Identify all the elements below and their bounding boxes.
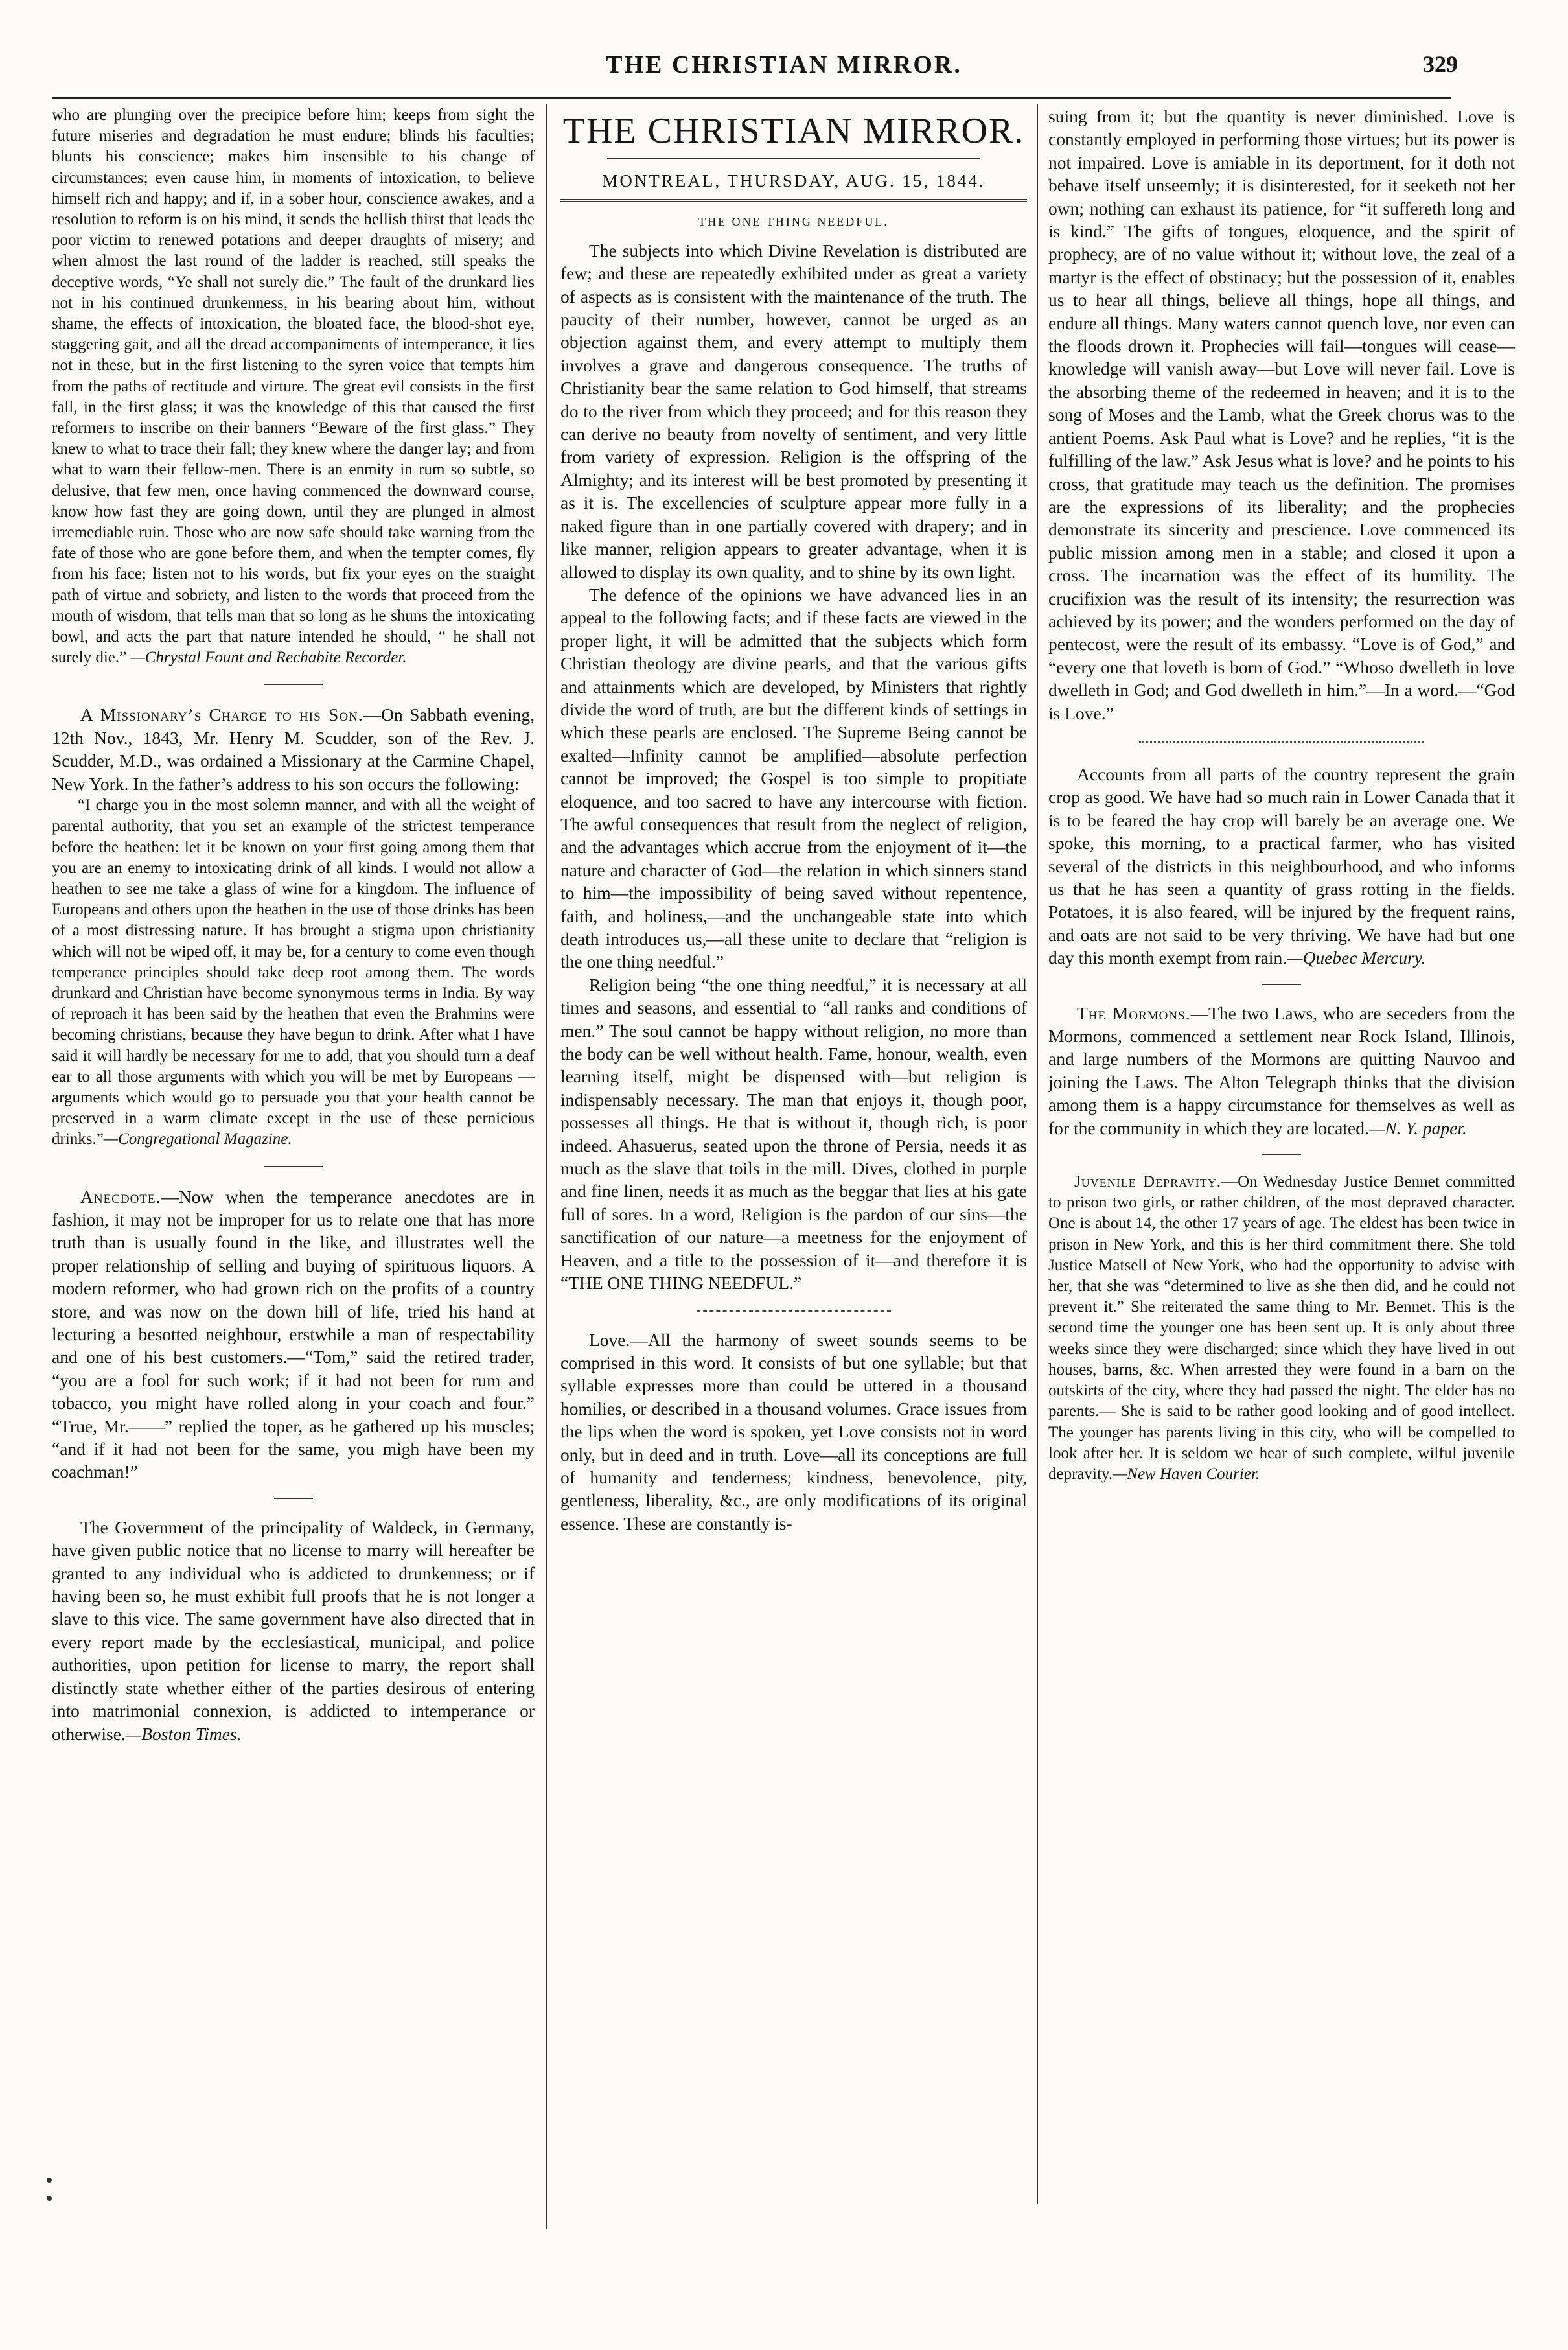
- article-intemperance: [52, 105, 535, 668]
- masthead-rule: [607, 158, 980, 159]
- article-intro: [52, 703, 535, 795]
- article-text: The Government of the principality of Waldeck, in Germany, have given public notice that no license to marry will hereafter be granted to any individual who is addicted to drunkenness; or if having been so, he must exhibit full proofs that he is not longer a slave to this vice. The same government have also directed that in every report made by the ecclesiastical, municipal, and police authorities, upon petition for license to marry, the report shall distinctly state whether either of the parties desirous of entering into matrimonial connexion, is addicted to intemperance or otherwise.: [52, 1517, 535, 1744]
- article-source: —N. Y. paper.: [1368, 1117, 1467, 1138]
- page-number: 329: [1423, 51, 1458, 77]
- article-source: —Chrystal Fount and Rechabite Recorder.: [130, 649, 407, 667]
- article-text: —Now when the temperance anecdotes are in fashion, it may not be improper for us to relate one that has more truth than is usually found in the like, and illustrates well the proper relationship of selling and buying of spirituous liquors. A modern reformer, who had grown rich on the profits of a country store, and was now on the down hill of life, tried his hand at lecturing a besotted neighbour, erstwhile a man of respectability and one of his best customers.—“Tom,” said the retired trader, “you are a fool for such work; if it had not been for rum and tobacco, you might have rolled along in your coach and four.” “True, Mr.——” replied the toper, as he gathered up his muscles; “and if it had not been for the same, you migh have been my coachman!”: [52, 1186, 535, 1482]
- article-juvenile-depravity: [1048, 1172, 1515, 1485]
- article-heading: Juvenile Depravity.: [1074, 1173, 1222, 1191]
- column-right: [1048, 105, 1515, 1485]
- article-text: —On Wednesday Justice Bennet committed to prison two girls, or rather children, of the most depraved character. One is about 14, the other 17 years of age. The eldest has been twice in prison in New York, and this is her third commitment there. She told Justice Matsell of New York, who had the opportunity to advise with her, that she was “determined to live as she then did, and he could not prevent it.” She reiterated the same thing to Mr. Bennet. This is the second time the younger one has been sent up. It is only about three weeks since they were discharged; since which they have lived in out houses, barns, &c. When arrested they were found in a barn on the outskirts of the city, where they had passed the night. The elder has no parents.— She is said to be rather good looking and of good intellect. The younger has parents living in this city, who will be compelled to look after her. It is seldom we hear of such complete, wilful juvenile depravity.: [1048, 1173, 1516, 1483]
- dateline: MONTREAL, THURSDAY, AUG. 15, 1844.: [602, 171, 986, 191]
- article-body: [52, 1516, 535, 1745]
- article-source: —Congregational Magazine.: [103, 1130, 292, 1148]
- article-waldeck: [52, 1516, 535, 1745]
- article-body: [1048, 763, 1515, 970]
- article-heading: A Missionary’s Charge to his Son.: [80, 704, 363, 725]
- article-text: who are plunging over the precipice before him; keeps from sight the future miseries and degradation he must endure; blinds his faculties; blunts his conscience; makes him insensible to his change of circumstances; even cause him, in moments of intoxication, to believe himself rich and happy; and if, in a sober hour, conscience awakes, and a resolution to reform is on his mind, it sends the hellish thirst that leads the poor victim to renewed potations and deeper draughts of misery; and when almost the last round of the ladder is reached, still speaks the deceptive words, “Ye shall not surely die.” The fault of the drunkard lies not in his continued drunkenness, in his bearing about him, without shame, the effects of intoxication, the bloated face, the blood-shot eye, staggering gait, and all the dread accompaniments of intemperance, it lies not in these, but in the first listening to the syren voice that tempts him from the paths of rectitude and virture. The great evil consists in the first fall, in the first glass; it was the knowledge of this that caused the first reformers to inscribe on their banners “Beware of the first glass.” They knew to what to trace their fall; they knew where the danger lay; and from what to warn their fellow-men. There is an enmity in rum so subtle, so delusive, that few men, once having commenced the downward course, know how fast they are going down, until they are plunged in almost irremediable ruin. Those who are now safe should take warning from the fate of those who are gone before them, and when the tempter comes, fly from his face; listen not to his words, but fix your eyes on the straight path of virtue and sobriety, and listen to the words that proceed from the mouth of wisdom, that tells man that so long as he shuns the intoxicating bowl, and acts the part that nature intended he should, “ he shall not surely die.”: [52, 106, 535, 667]
- masthead: THE CHRISTIAN MIRROR.: [562, 111, 1025, 151]
- column-left: [52, 105, 535, 1745]
- column-center: [560, 105, 1027, 1535]
- column-rule-right: [1037, 104, 1038, 2204]
- article-body: [1048, 1172, 1515, 1485]
- paragraph: Religion being “the one thing needful,” it is necessary at all times and seasons, and essential to “all ranks and conditions of men.” The soul cannot be happy without religion, no more than the body can be well without health. Fame, honour, wealth, even learning itself, might be dispensed with—but religion is indispensably necessary. The man that enjoys it, though poor, possesses all things. He that is without it, though rich, is poor indeed. Ahasuerus, seated upon the throne of Persia, needs it as much as the slave that toils in the mill. Dives, clothed in purple and fine linen, needs it as much as the beggar that lies at his gate full of sores. In a word, Religion is the pardon of our sins—the sanctification of our nature—a meetness for the enjoyment of Heaven, and a title to the possession of it—and therefore it is “THE ONE THING NEEDFUL.”: [560, 974, 1027, 1294]
- article-love: [560, 1329, 1027, 1535]
- dateline-rule: [560, 199, 1027, 202]
- separator: [274, 1498, 313, 1499]
- article-body: [52, 1185, 535, 1483]
- separator: [697, 1310, 891, 1312]
- article-source: —Boston Times.: [125, 1723, 242, 1744]
- running-head: [0, 51, 1568, 91]
- ink-spot: [47, 2196, 52, 2201]
- article-heading: Anecdote.: [80, 1186, 161, 1207]
- article-anecdote: [52, 1185, 535, 1483]
- quote-text: “I charge you in the most solemn manner, and with all the weight of parental authority, that you set an example of the strictest temperance before the heathen: let it be known on your first going among them that you are an enemy to intoxicating drink of all kinds. I would not allow a heathen to see me take a glass of wine for a kingdom. The influence of Europeans and others upon the heathen in the use of those drinks has been of a most distressing nature. It has brought a stigma upon christianity which will not be wiped off, it may be, for a century to come even though temperance principles should take deep root among them. The words drunkard and Christian have become synonymous terms in India. By way of reproach it has been said by the heathen that even the Brahmins were becoming christians, because they have begun to drink. After what I have said it will hardly be necessary for me to add, that you should turn a deaf ear to all those arguments with which you will be met by Europeans —arguments which would go to persuade you that your health cannot be preserved in a warm climate except in the use of these pernicious drinks.”: [52, 797, 535, 1148]
- article-source: —Quebec Mercury.: [1287, 948, 1426, 968]
- column-rule-left: [546, 104, 547, 2229]
- paragraph: Love.—All the harmony of sweet sounds seems to be comprised in this word. It consists of but one syllable; but that syllable expresses more than could be uttered in a thousand homilies, or described in a thousand volumes. Grace issues from the lips when the word is spoken, yet Love consists not in word only, but in deed and in truth. Love—all its conceptions are full of humanity and tenderness; kindness, benevolence, pity, gentleness, liberality, &c., are only modifications of its original essence. These are constantly is-: [560, 1329, 1027, 1533]
- separator: [1139, 741, 1424, 743]
- paragraph: suing from it; but the quantity is never diminished. Love is constantly employed in performing those virtues; but its power is not impaired. Love is amiable in its deportment, for it doth not behave itself unseemly; it is disinterested, for it seeketh not her own; nothing can exhaust its patience, for “it suffereth long and is kind.” The gifts of tongues, eloquence, and the spirit of prophecy, are of no value without it; without love, the zeal of a martyr is the effect of obstinacy; but the possession of it, enables us to hear all things, believe all things, hope all things, and endure all things. Many waters cannot quench love, nor even can the floods drown it. Prophecies will fail—tongues will cease—knowledge will vanish away—but Love will never fail. Love is the absorbing theme of the redeemed in heaven; and it is to the song of Moses and the Lamb, what the Greek chorus was to the antient Poems. Ask Paul what is Love? and he replies, “it is the fulfilling of the law.” Ask Jesus what is love? and he points to his cross, that gratitude may teach us the definition. The promises are the expressions of its liberality; and the prophecies demonstrate its sincerity and prescience. Love commenced its public mission among men in a stable; and closed it upon a cross. The incarnation was the effect of its humility. The crucifixion was the result of its intensity; the resurrection was achieved by its power; and the wonders performed on the day of pentecost, were the result of its embassy. “Love is of God,” and “every one that loveth is born of God.” “Whoso dwelleth in love dwelleth in God; and God dwelleth in him.”—In a word.—“God is Love.”: [1048, 106, 1515, 723]
- article-mormons: [1048, 1002, 1515, 1139]
- article-text: Accounts from all parts of the country represent the grain crop as good. We have had so much rain in Lower Canada that it is to be feared the hay crop will barely be an average one. We spoke, this morning, to a practical farmer, who has visited several of the districts in this neighbourhood, and who informs us that he has seen a quantity of grass rotting in the fields. Potatoes, it is also feared, will be injured by the frequent rains, and oats are not said to be very thriving. We have had but one day this month exempt from rain.: [1048, 763, 1515, 968]
- article-body: [52, 105, 535, 668]
- separator: [1262, 984, 1301, 985]
- ink-spot: [47, 2178, 52, 2183]
- article-love-continued: [1048, 105, 1515, 725]
- article-quote: [52, 795, 535, 1150]
- article-heading: The Mormons.: [1077, 1003, 1191, 1023]
- header-rule: [52, 97, 1451, 99]
- separator: [264, 1166, 323, 1167]
- article-text: —On Sabbath evening, 12th Nov., 1843, Mr. Henry M. Scudder, son of the Rev. J. Scudder, M.D., was ordained a Missionary at the Carmine Chapel, New York. In the father’s address to his son occurs the following:: [52, 704, 535, 794]
- editorial-title: THE ONE THING NEEDFUL.: [698, 215, 889, 229]
- running-title: THE CHRISTIAN MIRROR.: [606, 51, 962, 78]
- article-source: —New Haven Courier.: [1113, 1465, 1260, 1483]
- article-missionary-charge: [52, 703, 535, 1150]
- article-body: [1048, 1002, 1515, 1139]
- article-one-thing-needful: [560, 239, 1027, 1295]
- paragraph: The subjects into which Divine Revelation is distributed are few; and these are repeatedly exhibited under as great a variety of aspects as is consistent with the maintenance of the truth. The paucity of their number, however, cannot be urged as an objection against them, and every attempt to multiply them involves a grave and dangerous consequence. The truths of Christianity bear the same relation to God himself, that streams do to the river from which they proceed; and for this reason they can derive no beauty from novelty of sentiment, and very little from variety of expression. Religion is the offspring of the Almighty; and its interest will be best promoted by presenting it as it is. The excellencies of sculpture appear more fully in a naked figure than in one partially covered with drapery; and in like manner, religion appears to greater advantage, when it is allowed to display its own quality, and to shine by its own light.: [560, 240, 1027, 582]
- separator: [1262, 1154, 1301, 1155]
- paragraph: The defence of the opinions we have advanced lies in an appeal to the following facts; and if these facts are viewed in the proper light, it will be admitted that the subjects which form Christian theology are divine pearls, and that the various gifts and attainments which are developed, by Ministers that rightly divide the word of truth, are but the different kinds of settings in which these pearls are enclosed. The Supreme Being cannot be exalted—Infinity cannot be amplified—absolute perfection cannot be improved; the Gospel is too simple to propitiate eloquence, and too sacred to have any intercourse with fiction. The awful consequences that result from the neglect of religion, and the advantages which accrue from the enjoyment of it—the nature and character of God—the relation in which sinners stand to him—the impossibility of being saved without repentence, faith, and holiness,—and the unchangeable state into which death introduces us,—all these unite to declare that “religion is the one thing needful.”: [560, 584, 1027, 972]
- separator: [264, 684, 323, 685]
- article-crops: [1048, 763, 1515, 970]
- article-text: —The two Laws, who are seceders from the Mormons, commenced a settlement near Rock Island, Illinois, and large numbers of the Mormons are quitting Nauvoo and joining the Laws. The Alton Telegraph thinks that the division among them is a happy circumstance for themselves as well as for the community in which they are located.: [1048, 1003, 1516, 1138]
